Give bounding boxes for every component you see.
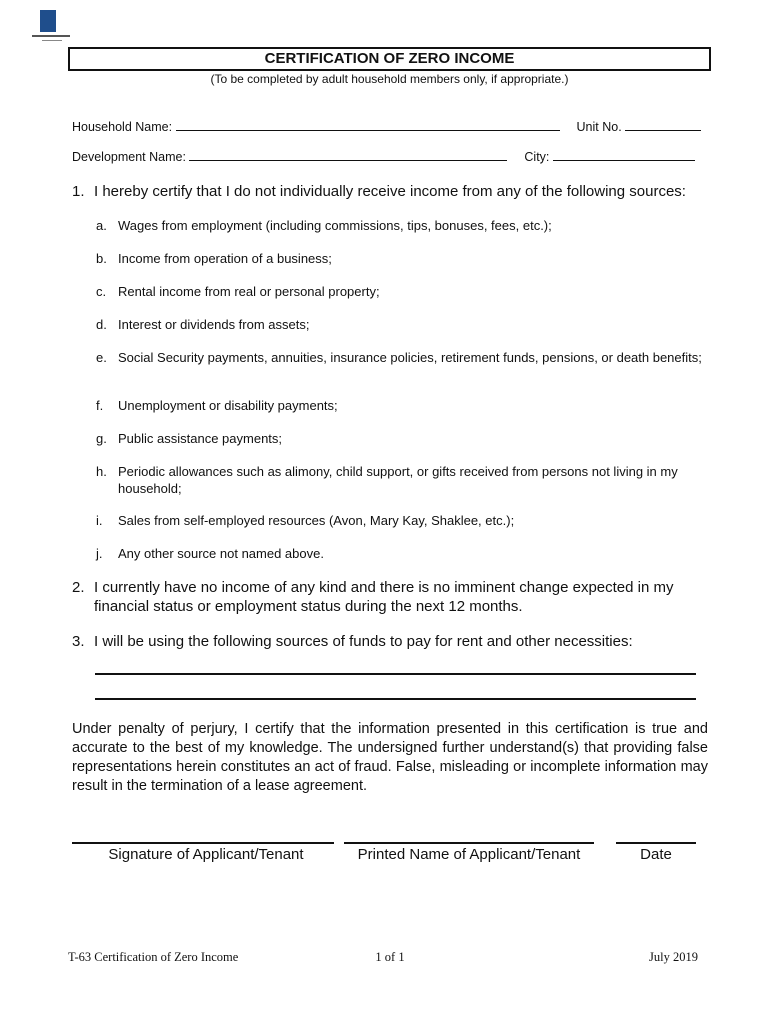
- item-letter: a.: [96, 218, 107, 233]
- footer-form-id: T-63 Certification of Zero Income: [68, 950, 239, 964]
- item-text: Rental income from real or personal property;: [118, 284, 380, 299]
- item-letter: f.: [96, 398, 104, 413]
- item-text: Any other source not named above.: [118, 546, 324, 561]
- agency-logo: [32, 10, 72, 44]
- list-item: [96, 545, 706, 562]
- item-letter: h.: [96, 464, 107, 479]
- item-letter: d.: [96, 317, 107, 332]
- item-text: Periodic allowances such as alimony, child support, or gifts received from persons not living in my household;: [118, 464, 678, 496]
- footer-date: July 2019: [649, 950, 698, 964]
- perjury-statement: Under penalty of perjury, I certify that the information presented in this certification is true and accurate to the best of my knowledge. The undersigned further understand(s) that providing false representations herein constitutes an act of fraud. False, misleading or incomplete information may result in the termination of a lease agreement.: [72, 721, 708, 794]
- signature-label: Signature of Applicant/Tenant: [108, 846, 304, 863]
- item-letter: j.: [96, 546, 103, 561]
- item-text: Income from operation of a business;: [118, 251, 332, 266]
- item-text: Public assistance payments;: [118, 431, 283, 446]
- household-name-row: [72, 118, 701, 134]
- section-1-number: 1.: [72, 183, 85, 200]
- development-name-field[interactable]: [189, 148, 507, 161]
- list-item: [96, 512, 706, 529]
- section-1-text: I hereby certify that I do not individually receive income from any of the following sources:: [94, 183, 686, 200]
- unit-no-label: Unit No.: [576, 120, 622, 134]
- item-text: Interest or dividends from assets;: [118, 317, 310, 332]
- city-label: City:: [524, 150, 550, 164]
- item-letter: b.: [96, 251, 107, 266]
- section-2-text: I currently have no income of any kind and there is no imminent change expected in my financial status or employment status during the next 12 months.: [94, 579, 674, 615]
- item-text: Social Security payments, annuities, insurance policies, retirement funds, pensions, or death benefits;: [118, 350, 702, 365]
- section-1: [72, 182, 702, 201]
- household-name-label: Household Name:: [72, 120, 173, 134]
- section-2-number: 2.: [72, 579, 85, 596]
- list-item: [96, 283, 706, 300]
- household-name-field[interactable]: [176, 118, 560, 131]
- unit-no-field[interactable]: [625, 118, 701, 131]
- list-item: [96, 316, 706, 333]
- list-item: [96, 463, 706, 497]
- item-letter: g.: [96, 431, 107, 446]
- list-item: [96, 397, 706, 414]
- date-label: Date: [640, 846, 672, 863]
- date-line[interactable]: [616, 842, 696, 844]
- printed-name-line[interactable]: [344, 842, 594, 844]
- list-item: [96, 430, 706, 447]
- list-item: [96, 217, 706, 234]
- form-title: CERTIFICATION OF ZERO INCOME: [68, 47, 711, 71]
- list-item: [96, 250, 706, 267]
- signature-line[interactable]: [72, 842, 334, 844]
- development-name-row: [72, 148, 695, 164]
- footer-page-number: 1 of 1: [375, 950, 405, 964]
- section-2: [72, 578, 702, 616]
- item-letter: e.: [96, 350, 107, 365]
- section-3-number: 3.: [72, 633, 85, 650]
- funds-source-line-2[interactable]: [95, 698, 696, 700]
- item-text: Unemployment or disability payments;: [118, 398, 338, 413]
- section-3-text: I will be using the following sources of funds to pay for rent and other necessities:: [94, 633, 633, 650]
- form-subtitle: (To be completed by adult household members only, if appropriate.): [210, 72, 569, 86]
- item-letter: c.: [96, 284, 107, 299]
- development-name-label: Development Name:: [72, 150, 186, 164]
- list-item: [96, 349, 706, 366]
- funds-source-line-1[interactable]: [95, 673, 696, 675]
- item-letter: i.: [96, 513, 103, 528]
- item-text: Wages from employment (including commissions, tips, bonuses, fees, etc.);: [118, 218, 552, 233]
- city-field[interactable]: [553, 148, 695, 161]
- item-text: Sales from self-employed resources (Avon, Mary Kay, Shaklee, etc.);: [118, 513, 515, 528]
- section-3: [72, 632, 702, 651]
- printed-name-label: Printed Name of Applicant/Tenant: [357, 846, 581, 863]
